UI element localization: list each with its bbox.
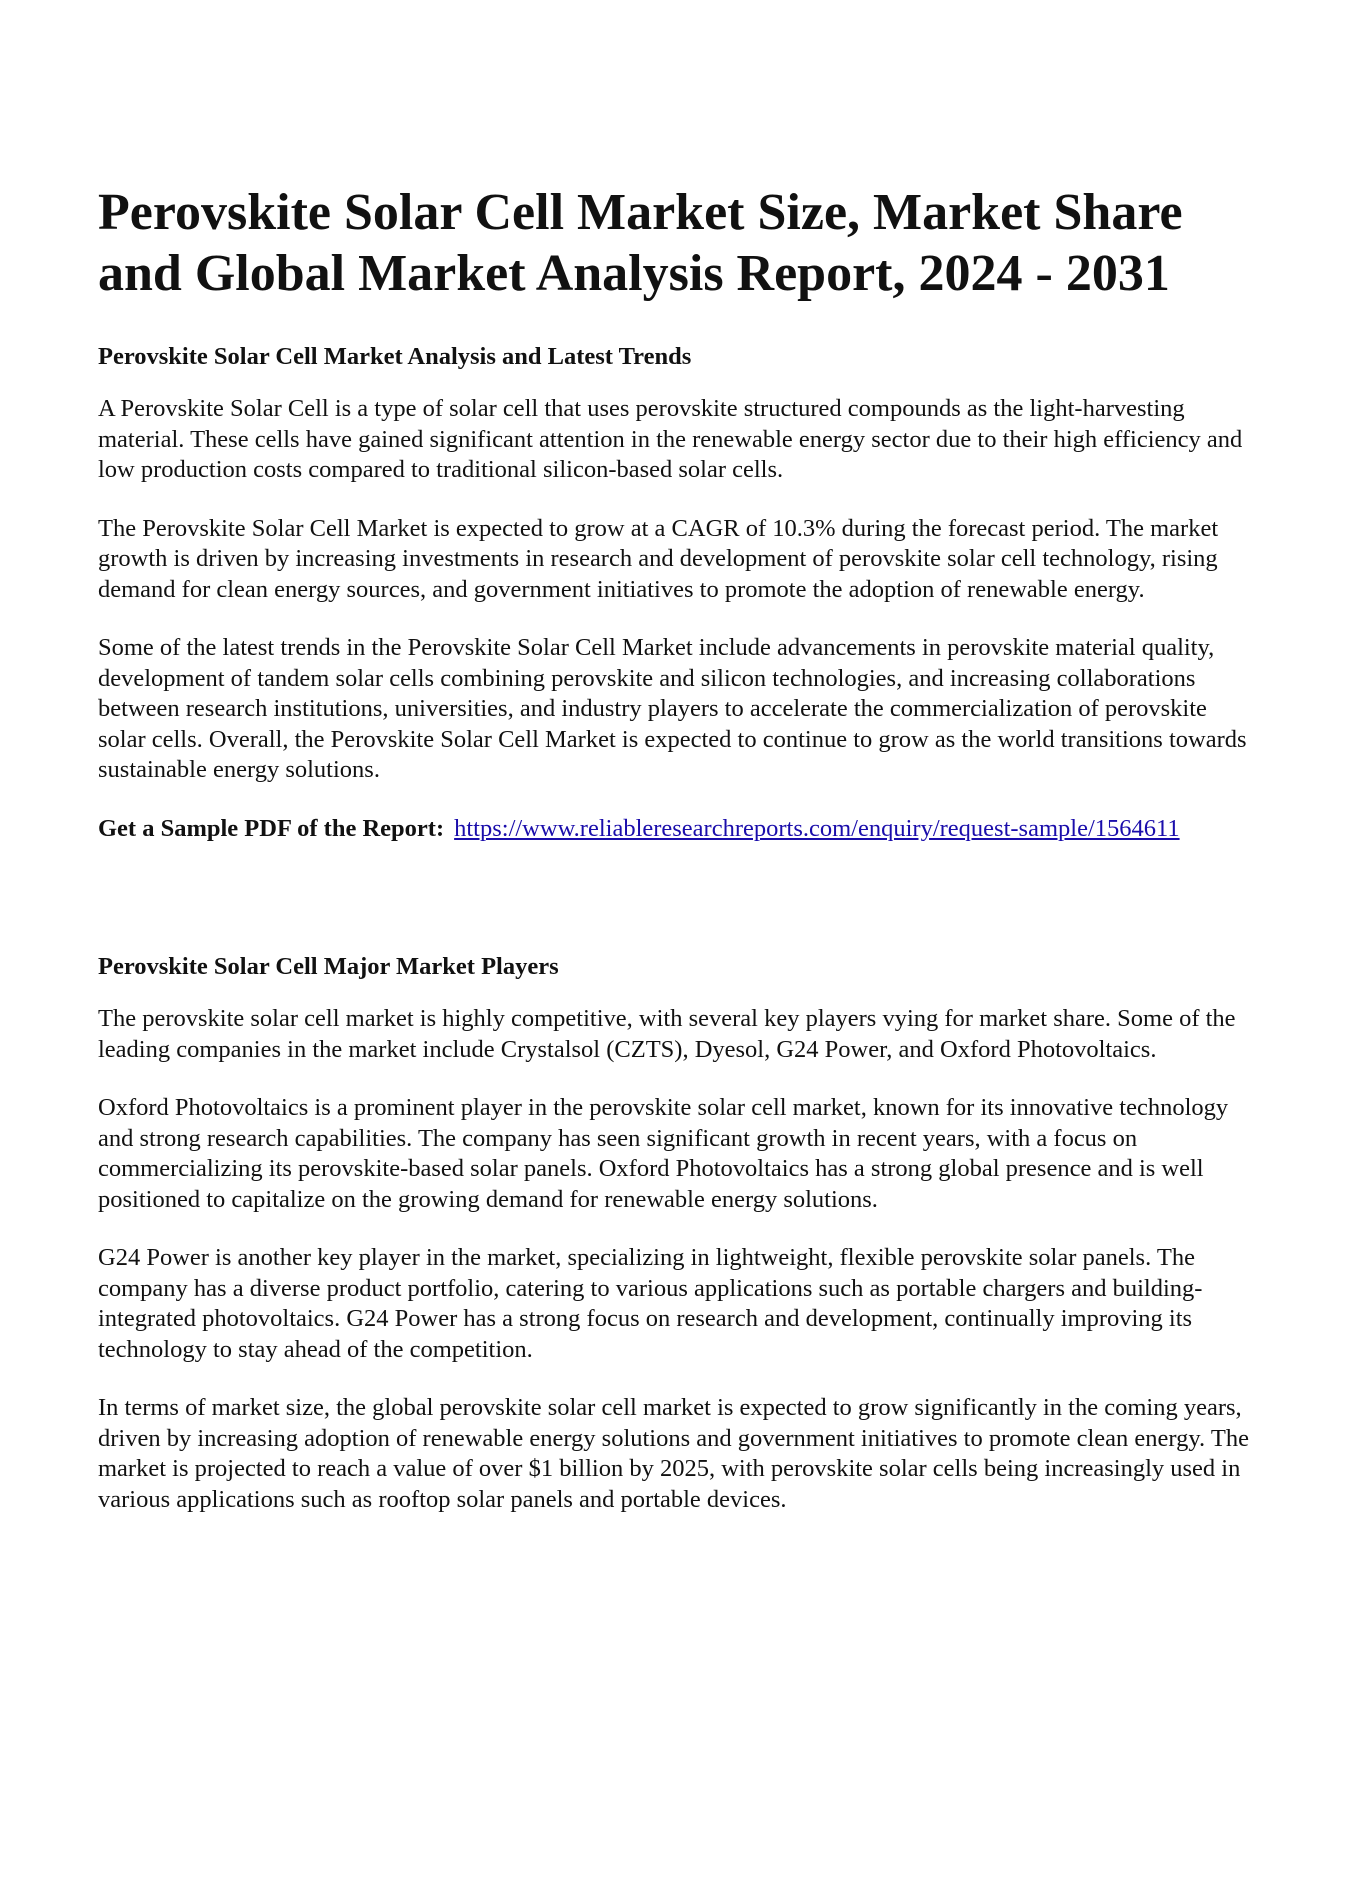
- paragraph-definition: A Perovskite Solar Cell is a type of solar cell that uses perovskite structured compounds as the light-harvesting material. These cells have gained significant attention in the renewable energy sector due to their high efficiency and low production costs compared to traditional silicon-based solar cells.: [98, 395, 1243, 483]
- page-title: Perovskite Solar Cell Market Size, Market Share and Global Market Analysis Report, 2024 - 2031: [98, 184, 1183, 302]
- document-page: [98, 182, 1258, 1543]
- sample-pdf-line: [98, 814, 1258, 845]
- sample-pdf-link[interactable]: https://www.reliableresearchreports.com/enquiry/request-sample/1564611: [454, 814, 1180, 842]
- sample-pdf-label: Get a Sample PDF of the Report:: [98, 814, 445, 842]
- paragraph-competition: The perovskite solar cell market is highly competitive, with several key players vying for market share. Some of the leading companies in the market include Crystalsol (CZTS), Dyesol, G24 Power, and Oxford Photovoltaics.: [98, 1005, 1236, 1063]
- paragraph-market-size: In terms of market size, the global perovskite solar cell market is expected to grow significantly in the coming years, driven by increasing adoption of renewable energy solutions and government initiatives to promote clean energy. The market is projected to reach a value of over $1 billion by 2025, with perovskite solar cells being increasingly used in various applications such as rooftop solar panels and portable devices.: [98, 1394, 1249, 1513]
- section-spacer: [98, 844, 1258, 952]
- section-heading-analysis: Perovskite Solar Cell Market Analysis and Latest Trends: [98, 343, 692, 370]
- paragraph-growth: The Perovskite Solar Cell Market is expected to grow at a CAGR of 10.3% during the forecast period. The market growth is driven by increasing investments in research and development of perovskite solar cell technology, rising demand for clean energy sources, and government initiatives to promote the adoption of renewable energy.: [98, 514, 1219, 603]
- paragraph-oxford-pv: Oxford Photovoltaics is a prominent player in the perovskite solar cell market, known for its innovative technology and strong research capabilities. The company has seen significant growth in recent years, with a focus on commercializing its perovskite-based solar panels. Oxford Photovoltaics has a strong global presence and is well positioned to capitalize on the growing demand for renewable energy solutions.: [98, 1094, 1229, 1213]
- section-heading-players: Perovskite Solar Cell Major Market Players: [98, 953, 559, 980]
- paragraph-trends: Some of the latest trends in the Perovskite Solar Cell Market include advancements in perovskite material quality, development of tandem solar cells combining perovskite and silicon technologies, and increasing collaborations between research institutions, universities, and industry players to accelerate the commercialization of perovskite solar cells. Overall, the Perovskite Solar Cell Market is expected to continue to grow as the world transitions towards sustainable energy solutions.: [98, 634, 1247, 783]
- paragraph-g24-power: G24 Power is another key player in the market, specializing in lightweight, flexible perovskite solar panels. The company has a diverse product portfolio, catering to various applications such as portable chargers and building-integrated photovoltaics. G24 Power has a strong focus on research and development, continually improving its technology to stay ahead of the competition.: [98, 1244, 1203, 1363]
